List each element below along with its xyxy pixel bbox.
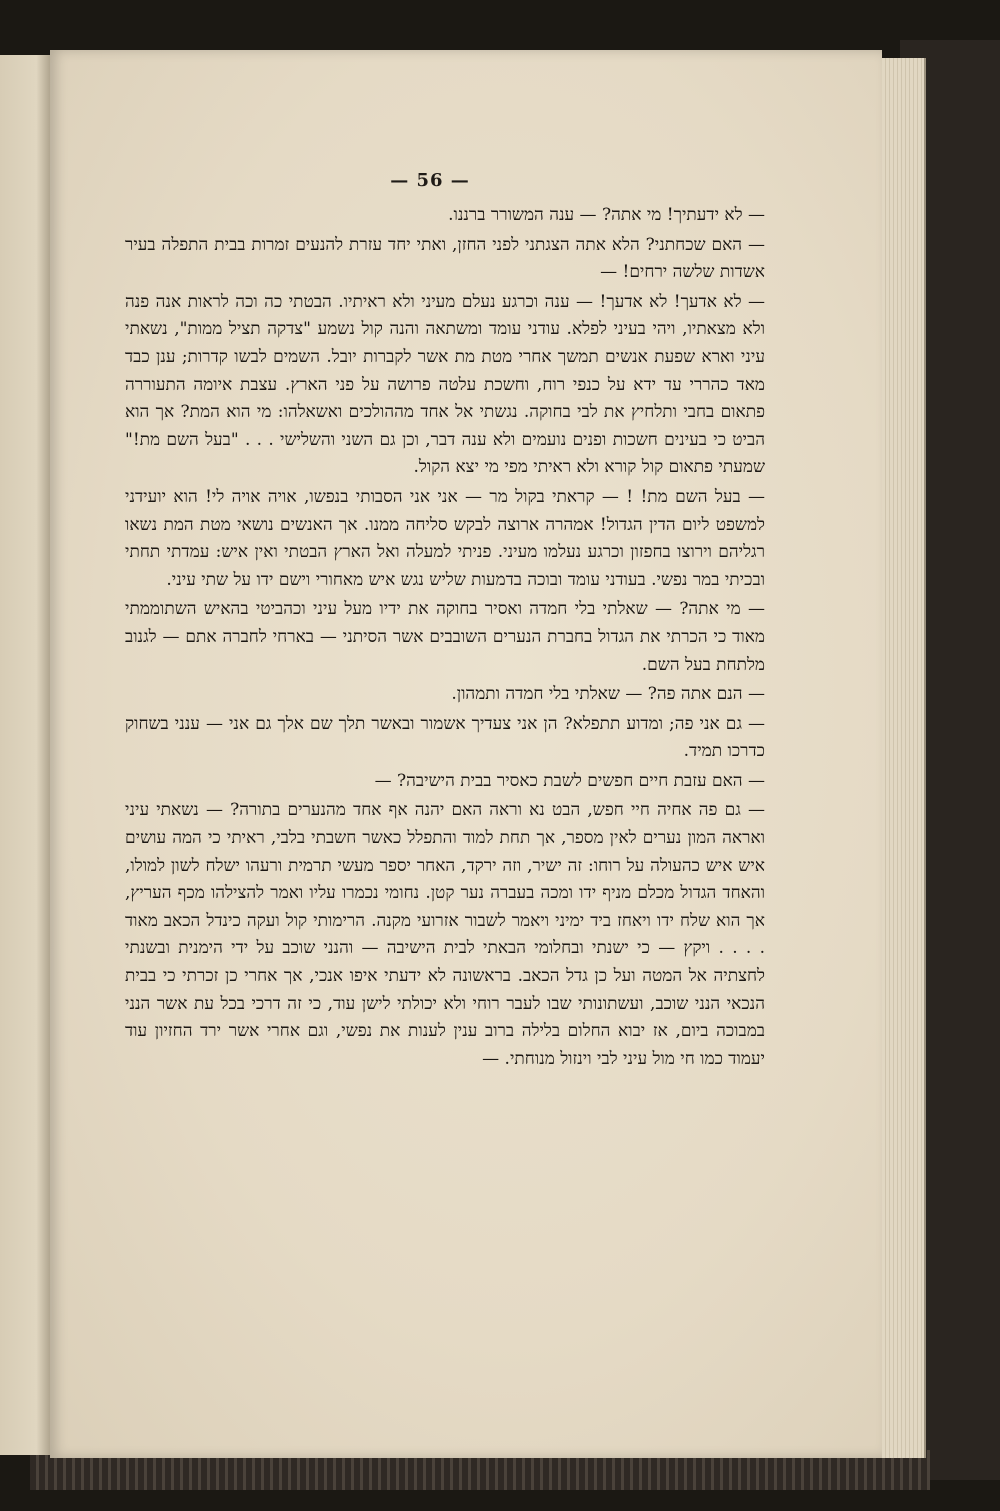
- page-text: [125, 202, 765, 1075]
- paragraph: — גם אני פה; ומדוע תתפלא? הן אני צעדיך אשמור ובאשר תלך שם אלך גם אני — ענני בשחוק כדרכו תמיד.: [125, 713, 765, 762]
- paragraph: — האם עזבת חיים חפשים לשבת כאסיר בבית הישיבה? —: [374, 770, 765, 791]
- paragraph: — גם פה אחיה חיי חפש, הבט נא וראה האם יהנה אף אחד מהנערים בתורה? — נשאתי עיני ואראה המון נערים לאין מספר, אך תחת למוד והתפלל כאשר חשבתי בלבי, ראיתי כי המה עושים איש איש כהעולה על רוחו: זה ישיר, וזה ירקד, האחר יספר מעשי תרמית ורעהו ישלח לשון למולו, והאחד הגדול מכלם מניף ידו ומכה בעברה נער קטן. נחומי נכמרו עליו ואמר להצילהו מכף העריץ, אך הוא שלח ידו ויאחז ביד ימיני ויאמר לשבור אזרועי מקנה. הרימותי קול ועקה כינדל הכאב מאוד . . . . ויקץ — כי ישנתי ובחלומי הבאתי לבית הישיבה — והנני שוכב על ידי הימנית ובשנתי לחצתיה אל המטה ועל כן גדל הכאב. בראשונה לא ידעתי איפו אנכי, אך אחרי כן זכרתי כי בבית הנכאי הנני שוכב, ועשתונותי שבו לעבר רוחי ולא יכולתי לישן עוד, כי זה דרכי בכל עת אשר הנני במבוכה ביום, אז יבוא החלום בלילה ברוב ענין לענות את נפשי, וגם אחרי אשר ירד החזיון עוד יעמוד כמו חי מול עיני לבי וינזול מנוחתי. —: [125, 800, 765, 1069]
- paragraph: — מי אתה? — שאלתי בלי חמדה ואסיר בחוקה את ידיו מעל עיני וכהביטי בהאיש השתוממתי מאוד כי הכרתי את הגדול בחברת הנערים השובבים אשר הסיתני — בארחי לחברה אתם — לגנוב מלתחת בעל השם.: [125, 599, 765, 675]
- previous-page-edge: [0, 55, 52, 1455]
- paragraph: — לא אדעך! לא אדעך! — ענה וכרגע נעלם מעיני ולא ראיתיו. הבטתי כה וכה לראות אנה פנה ולא מצאתיו, ויהי בעיני לפלא. עודני עומד ומשתאה והנה קול נשמע "צדקה תציל ממות", נשאתי עיני וארא שפעת אנשים תמשך אחרי מטת מת אשר לקברות יובל. השמים לבשו קדרות; ענן כבד מאד כהררי עד ידא על כנפי רוח, וחשכת עלטה פרושה על פני הארץ. עצבת איומה התעוררה פתאום בחבי ותלחיץ את לבי בחוקה. נגשתי אל אחד מההולכים ואשאלהו: מי הוא המת? אך הוא הביט כי בעינים חשכות ופנים נועמים ולא ענה דבר, וכן גם השני והשלישי . . . "בעל השם מת!" שמעתי פתאום קול קורא ולא ראיתי מפי מי יצא הקול.: [125, 291, 765, 478]
- paragraph: — הנם אתה פה? — שאלתי בלי חמדה ותמהון.: [451, 684, 765, 705]
- paragraph: — האם שכחתני? הלא אתה הצגתני לפני החזן, ואתי יחד עזרת להנעים זמרות בבית התפלה בעיר אשדות שלשה ירחים! —: [125, 234, 765, 283]
- page-number: — 56 —: [390, 170, 470, 191]
- paragraph: — לא ידעתיך! מי אתה? — ענה המשורר ברננו.: [448, 205, 765, 225]
- paragraph: — בעל השם מת! ! — קראתי בקול מר — אני אני הסבותי בנפשו, אויה אויה לי! הוא יועידני למשפט ליום הדין הגדול! אמהרה ארוצה לבקש סליחה ממנו. אך האנשים נושאי מטת המת נשאו רגליהם וירוצו בחפזון וכרגע נעלמו מעיני. פניתי למעלה ואל הארץ הבטתי ואין איש: עמדתי תחתי ובכיתי במר נפשי. בעודני עומד ובוכה בדמעות שליש נגש איש מאחורי וישם ידו על שתי עיני.: [125, 486, 765, 590]
